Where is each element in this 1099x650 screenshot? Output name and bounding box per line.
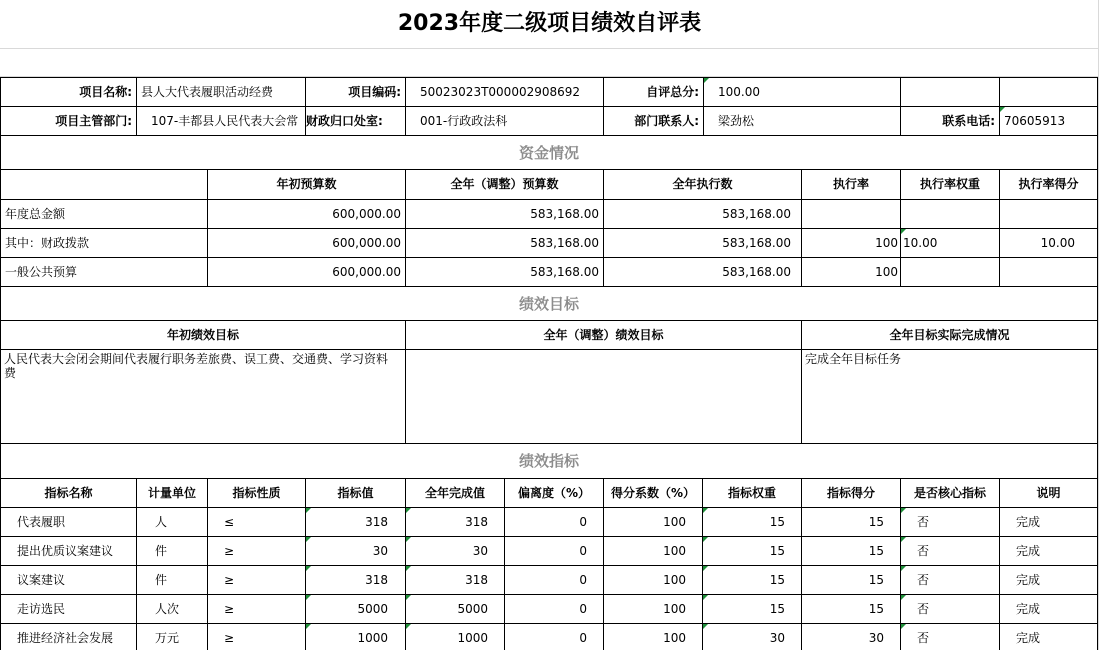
col-deviation: 偏离度（%） xyxy=(505,479,604,508)
contact-value[interactable]: 梁劲松 xyxy=(704,107,901,136)
indicator-deviation[interactable]: 0 xyxy=(505,624,604,650)
indicator-name[interactable]: 提出优质议案建议 xyxy=(0,537,137,566)
indicator-nature[interactable]: ≤ xyxy=(208,508,306,537)
col-coefficient: 得分系数（%） xyxy=(604,479,703,508)
page-title: 2023年度二级项目绩效自评表 xyxy=(397,10,702,36)
indicator-note[interactable]: 完成 xyxy=(1000,508,1098,537)
col-executed: 全年执行数 xyxy=(604,170,802,200)
empty-cell[interactable] xyxy=(901,77,1000,107)
col-rate-score: 执行率得分 xyxy=(1000,170,1098,200)
col-rate-weight: 执行率权重 xyxy=(901,170,1000,200)
indicator-coefficient[interactable]: 100 xyxy=(604,624,703,650)
col-weight: 指标权重 xyxy=(703,479,802,508)
indicator-target[interactable]: 5000 xyxy=(306,595,406,624)
funds-row-label[interactable]: 其中：财政拨款 xyxy=(0,229,208,258)
indicator-weight[interactable]: 30 xyxy=(703,624,802,650)
indicators-section-header: 绩效指标 xyxy=(0,444,1098,479)
funds-row-initial[interactable]: 600,000.00 xyxy=(208,258,406,287)
col-indicator-name: 指标名称 xyxy=(0,479,137,508)
indicator-name[interactable]: 代表履职 xyxy=(0,508,137,537)
dept-value[interactable]: 107-丰都县人民代表大会常 xyxy=(137,107,306,136)
col-unit: 计量单位 xyxy=(137,479,208,508)
indicator-coefficient[interactable]: 100 xyxy=(604,566,703,595)
self-score-label: 自评总分: xyxy=(604,77,704,107)
indicator-deviation[interactable]: 0 xyxy=(505,537,604,566)
indicator-actual[interactable]: 1000 xyxy=(406,624,505,650)
col-adjusted-budget: 全年（调整）预算数 xyxy=(406,170,604,200)
funds-row-executed[interactable]: 583,168.00 xyxy=(604,229,802,258)
indicator-core[interactable]: 否 xyxy=(901,508,1000,537)
office-label: 财政归口处室: xyxy=(306,107,406,136)
project-name-label: 项目名称: xyxy=(0,77,137,107)
phone-label: 联系电话: xyxy=(901,107,1000,136)
indicator-actual[interactable]: 318 xyxy=(406,566,505,595)
indicator-nature[interactable]: ≥ xyxy=(208,624,306,650)
col-actual-completion: 全年目标实际完成情况 xyxy=(802,321,1098,350)
indicator-nature[interactable]: ≥ xyxy=(208,566,306,595)
funds-row-weight[interactable]: 10.00 xyxy=(901,229,1000,258)
funds-row-score[interactable]: 10.00 xyxy=(1000,229,1098,258)
funds-row-weight[interactable] xyxy=(901,258,1000,287)
funds-row-rate[interactable]: 100 xyxy=(802,229,901,258)
indicator-core[interactable]: 否 xyxy=(901,624,1000,650)
indicator-unit[interactable]: 件 xyxy=(137,537,208,566)
funds-row-label[interactable]: 一般公共预算 xyxy=(0,258,208,287)
funds-row-rate[interactable]: 100 xyxy=(802,258,901,287)
indicator-name[interactable]: 走访选民 xyxy=(0,595,137,624)
indicator-note[interactable]: 完成 xyxy=(1000,595,1098,624)
self-score-value[interactable]: 100.00 xyxy=(704,77,901,107)
indicator-actual[interactable]: 5000 xyxy=(406,595,505,624)
indicator-target[interactable]: 1000 xyxy=(306,624,406,650)
col-execution-rate: 执行率 xyxy=(802,170,901,200)
funds-row-score[interactable] xyxy=(1000,200,1098,229)
funds-row-executed[interactable]: 583,168.00 xyxy=(604,200,802,229)
funds-row-rate[interactable] xyxy=(802,200,901,229)
indicator-note[interactable]: 完成 xyxy=(1000,624,1098,650)
indicator-name[interactable]: 议案建议 xyxy=(0,566,137,595)
col-core: 是否核心指标 xyxy=(901,479,1000,508)
funds-row-initial[interactable]: 600,000.00 xyxy=(208,200,406,229)
indicator-score[interactable]: 15 xyxy=(802,595,901,624)
indicator-core[interactable]: 否 xyxy=(901,566,1000,595)
funds-row-score[interactable] xyxy=(1000,258,1098,287)
indicator-unit[interactable]: 件 xyxy=(137,566,208,595)
funds-row-executed[interactable]: 583,168.00 xyxy=(604,258,802,287)
project-code-value[interactable]: 50023023T000002908692 xyxy=(406,77,604,107)
indicator-weight[interactable]: 15 xyxy=(703,566,802,595)
indicator-weight[interactable]: 15 xyxy=(703,595,802,624)
indicator-coefficient[interactable]: 100 xyxy=(604,508,703,537)
indicator-actual[interactable]: 30 xyxy=(406,537,505,566)
col-note: 说明 xyxy=(1000,479,1098,508)
indicator-score[interactable]: 15 xyxy=(802,566,901,595)
indicator-score[interactable]: 15 xyxy=(802,537,901,566)
indicator-core[interactable]: 否 xyxy=(901,595,1000,624)
funds-row-adjusted[interactable]: 583,168.00 xyxy=(406,200,604,229)
funds-section-header: 资金情况 xyxy=(0,136,1098,170)
indicator-nature[interactable]: ≥ xyxy=(208,537,306,566)
project-name-value[interactable]: 县人大代表履职活动经费 xyxy=(137,77,306,107)
empty-cell[interactable] xyxy=(1000,77,1098,107)
office-value[interactable]: 001-行政政法科 xyxy=(406,107,604,136)
indicator-target[interactable]: 30 xyxy=(306,537,406,566)
phone-value[interactable]: 70605913 xyxy=(1000,107,1098,136)
indicator-unit[interactable]: 人 xyxy=(137,508,208,537)
indicator-core[interactable]: 否 xyxy=(901,537,1000,566)
indicator-weight[interactable]: 15 xyxy=(703,508,802,537)
indicator-name[interactable]: 推进经济社会发展 xyxy=(0,624,137,650)
col-actual: 全年完成值 xyxy=(406,479,505,508)
funds-row-initial[interactable]: 600,000.00 xyxy=(208,229,406,258)
project-code-label: 项目编码: xyxy=(306,77,406,107)
col-nature: 指标性质 xyxy=(208,479,306,508)
col-initial-budget: 年初预算数 xyxy=(208,170,406,200)
funds-row-label[interactable]: 年度总金额 xyxy=(0,200,208,229)
col-score: 指标得分 xyxy=(802,479,901,508)
indicator-coefficient[interactable]: 100 xyxy=(604,595,703,624)
indicator-unit[interactable]: 人次 xyxy=(137,595,208,624)
indicator-target[interactable]: 318 xyxy=(306,508,406,537)
indicator-weight[interactable]: 15 xyxy=(703,537,802,566)
indicator-note[interactable]: 完成 xyxy=(1000,537,1098,566)
adjusted-goal-text[interactable] xyxy=(406,350,802,444)
indicator-score[interactable]: 30 xyxy=(802,624,901,650)
indicator-nature[interactable]: ≥ xyxy=(208,595,306,624)
funds-row-adjusted[interactable]: 583,168.00 xyxy=(406,229,604,258)
indicator-deviation[interactable]: 0 xyxy=(505,508,604,537)
col-initial-goal: 年初绩效目标 xyxy=(0,321,406,350)
gridline xyxy=(0,48,1099,49)
initial-goal-text[interactable]: 人民代表大会闭会期间代表履行职务差旅费、误工费、交通费、学习资料费 xyxy=(0,350,406,444)
contact-label: 部门联系人: xyxy=(604,107,704,136)
indicator-unit[interactable]: 万元 xyxy=(137,624,208,650)
funds-row-adjusted[interactable]: 583,168.00 xyxy=(406,258,604,287)
indicator-actual[interactable]: 318 xyxy=(406,508,505,537)
indicator-score[interactable]: 15 xyxy=(802,508,901,537)
indicator-coefficient[interactable]: 100 xyxy=(604,537,703,566)
funds-row-weight[interactable] xyxy=(901,200,1000,229)
dept-label: 项目主管部门: xyxy=(0,107,137,136)
indicator-deviation[interactable]: 0 xyxy=(505,595,604,624)
col-target: 指标值 xyxy=(306,479,406,508)
empty-header-cell xyxy=(0,170,208,200)
col-adjusted-goal: 全年（调整）绩效目标 xyxy=(406,321,802,350)
indicator-note[interactable]: 完成 xyxy=(1000,566,1098,595)
indicator-target[interactable]: 318 xyxy=(306,566,406,595)
actual-completion-text[interactable]: 完成全年目标任务 xyxy=(802,350,1098,444)
goals-section-header: 绩效目标 xyxy=(0,287,1098,321)
indicator-deviation[interactable]: 0 xyxy=(505,566,604,595)
